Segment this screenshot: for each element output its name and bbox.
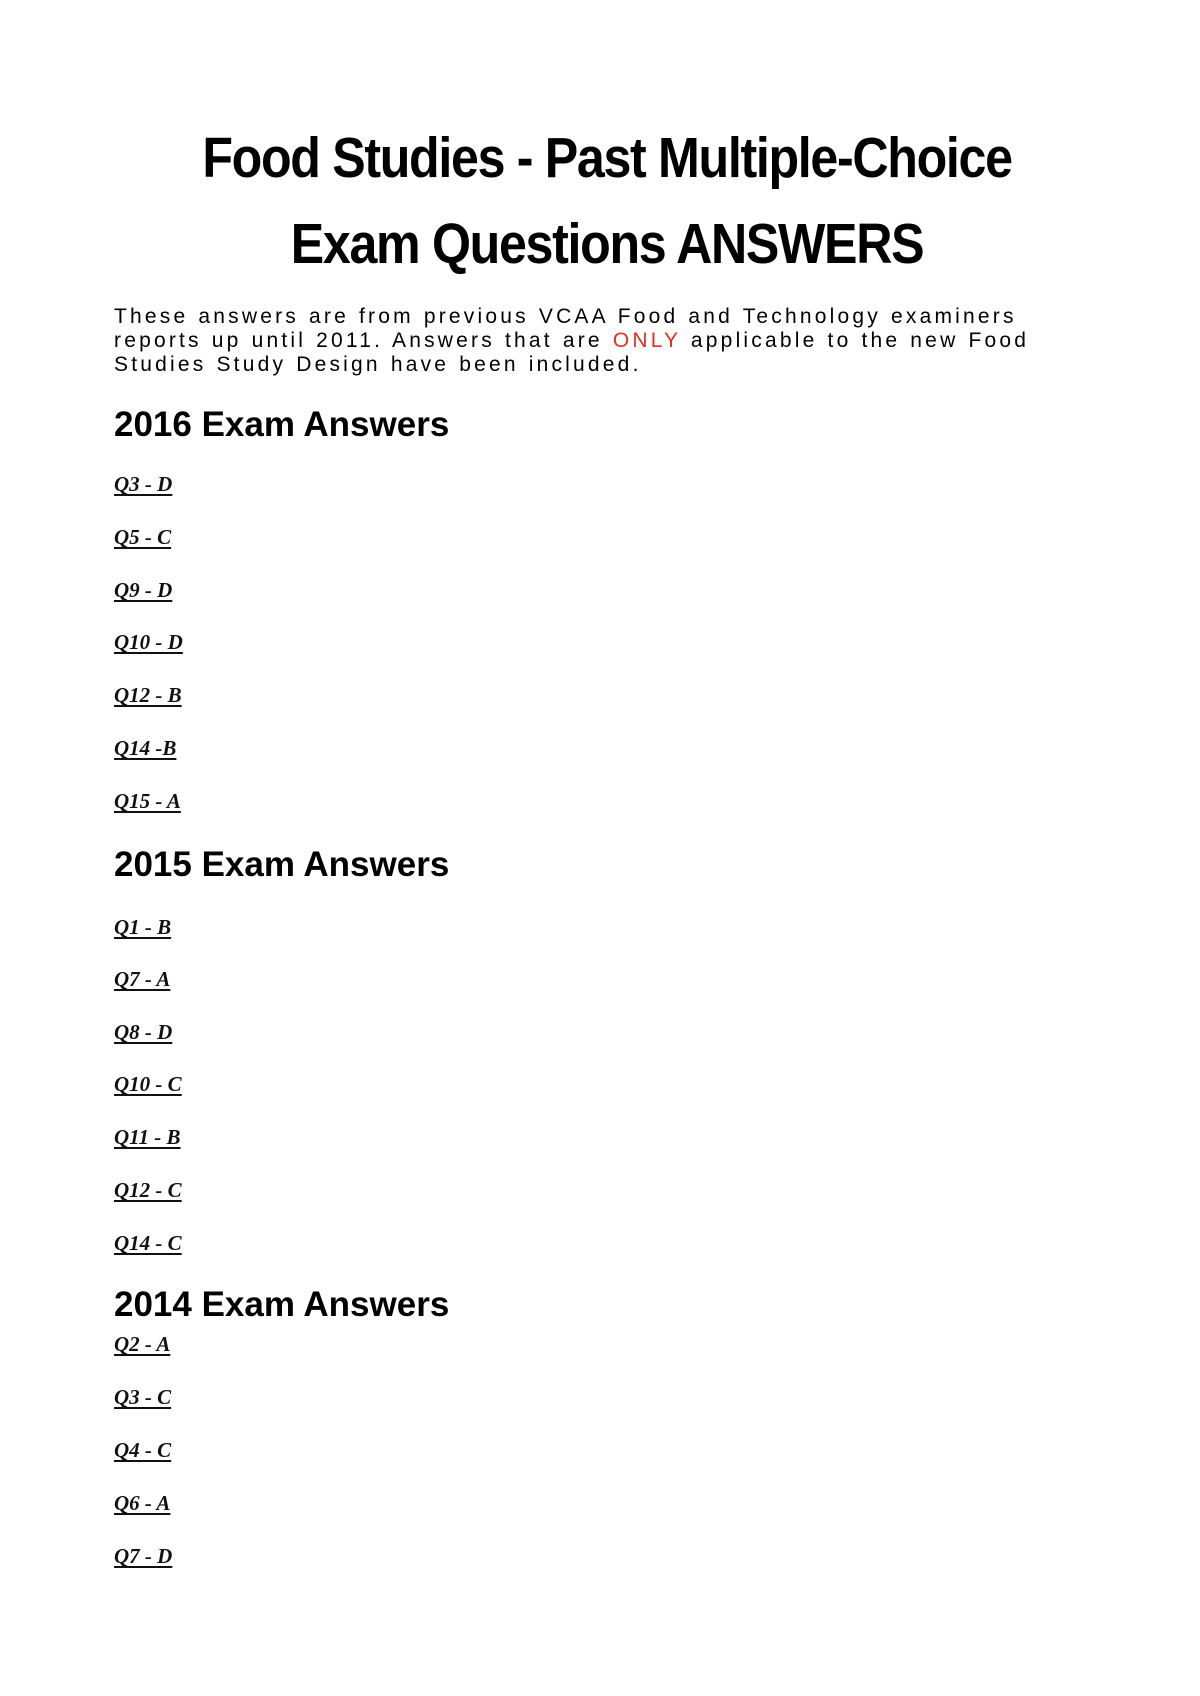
answer-item: Q1 - B [114, 915, 172, 939]
answer-item: Q10 - C [114, 1072, 182, 1096]
page-title-line-1: Food Studies - Past Multiple-Choice [202, 126, 1012, 190]
section-heading-2015: 2015 Exam Answers [114, 845, 450, 884]
intro-highlight-only: ONLY [612, 329, 681, 352]
answer-item: Q11 - B [114, 1125, 181, 1149]
answer-item: Q14 -B [114, 736, 177, 760]
answer-item: Q2 - A [114, 1332, 171, 1356]
answer-item: Q12 - C [114, 1178, 182, 1202]
answer-item: Q4 - C [114, 1438, 172, 1462]
answer-item: Q10 - D [114, 630, 183, 654]
answer-item: Q6 - A [114, 1491, 171, 1515]
section-heading-2016: 2016 Exam Answers [114, 405, 450, 444]
answer-item: Q14 - C [114, 1231, 182, 1255]
answer-item: Q7 - D [114, 1544, 173, 1568]
page-title-line-2: Exam Questions ANSWERS [290, 212, 924, 276]
intro-text-start: These answers are from previous VCAA Food and Technology examiners reports up until 2011. Answers that are [114, 305, 1017, 352]
section-heading-2014: 2014 Exam Answers [114, 1285, 450, 1324]
answer-item: Q5 - C [114, 525, 172, 549]
answer-item: Q8 - D [114, 1020, 173, 1044]
answer-item: Q12 - B [114, 683, 182, 707]
answer-item: Q15 - A [114, 789, 181, 813]
intro-paragraph [114, 305, 1100, 377]
answer-item: Q3 - D [114, 472, 173, 496]
answer-item: Q3 - C [114, 1385, 172, 1409]
answer-item: Q7 - A [114, 967, 171, 991]
page-title [173, 115, 1041, 287]
answer-item: Q9 - D [114, 578, 173, 602]
intro-text-end: applicable to the new Food Studies Study Design have been included. [114, 329, 1030, 376]
